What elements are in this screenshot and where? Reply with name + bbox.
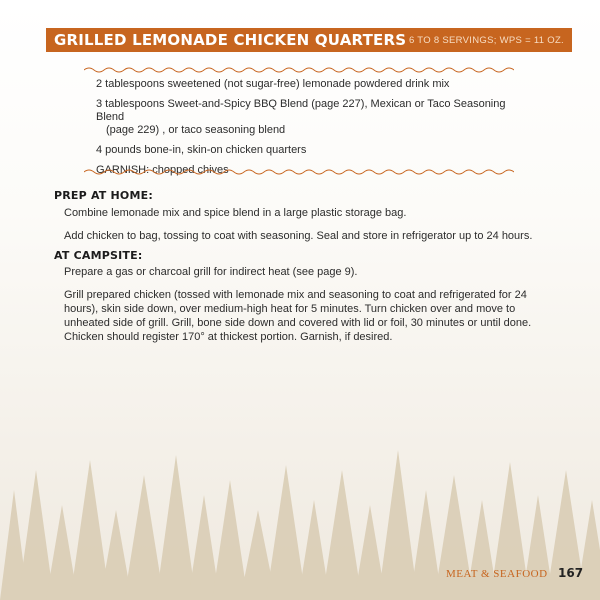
servings-info: 6 TO 8 SERVINGS; WPS = 11 OZ. [408, 34, 564, 46]
recipe-title-bar [46, 28, 572, 52]
ingredient-item [96, 78, 536, 91]
ingredient-text-continued: (page 229) , or taco seasoning blend [106, 124, 286, 136]
at-campsite-heading: AT CAMPSITE: [54, 249, 143, 262]
ingredient-text: 4 pounds bone-in, skin-on chicken quarters [96, 144, 307, 156]
ingredient-text: 2 tablespoons sweetened (not sugar-free) lemonade powdered drink mix [96, 78, 450, 90]
wavy-divider-bottom [84, 168, 514, 176]
ingredient-item [96, 98, 536, 137]
campsite-step: Grill prepared chicken (tossed with lemonade mix and seasoning to coat and refrigerated for 24 hours), skin side down, over medium-high heat for 5 minutes. Turn chicken over and move to unheated side of grill. Grill, bone side down and covered with lid or foil, 30 minutes or until done. Chicken should register 170° at thickest portion. Garnish, if desired. [64, 289, 532, 343]
ingredient-item [96, 144, 536, 157]
wavy-divider-top [84, 66, 514, 74]
prep-at-home-heading: PREP AT HOME: [54, 189, 153, 202]
footer-section-label: MEAT & SEAFOOD [446, 568, 548, 580]
ingredient-text: GARNISH: chopped chives [96, 164, 229, 176]
campsite-step: Prepare a gas or charcoal grill for indirect heat (see page 9). [64, 266, 358, 278]
ingredient-text: 3 tablespoons Sweet-and-Spicy BBQ Blend (page 227), Mexican or Taco Seasoning Blend [96, 98, 506, 123]
prep-step: Add chicken to bag, tossing to coat with seasoning. Seal and store in refrigerator up to 24 hours. [64, 230, 533, 242]
page-number: 167 [558, 566, 584, 580]
prep-step: Combine lemonade mix and spice blend in a large plastic storage bag. [64, 207, 407, 219]
recipe-title: GRILLED LEMONADE CHICKEN QUARTERS [54, 31, 407, 49]
